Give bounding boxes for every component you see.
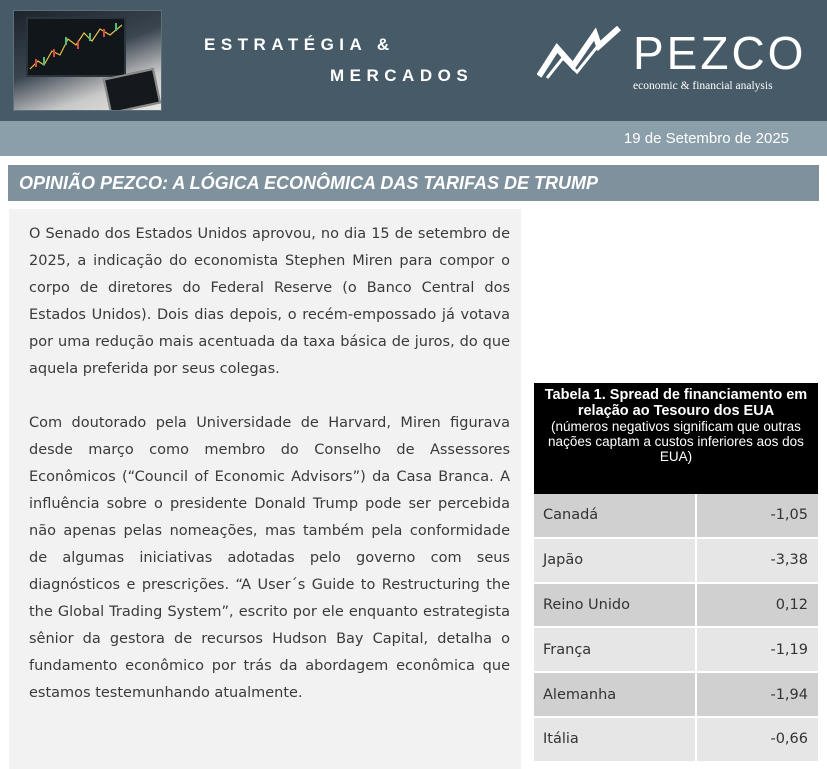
table-row bbox=[534, 718, 818, 763]
country-cell: França bbox=[534, 628, 697, 671]
country-cell: Canadá bbox=[534, 494, 697, 537]
table-row bbox=[534, 628, 818, 673]
table-row bbox=[534, 494, 818, 539]
brand-line-1: ESTRATÉGIA & bbox=[204, 35, 395, 54]
country-cell: Itália bbox=[534, 718, 697, 761]
country-cell: Alemanha bbox=[534, 673, 697, 716]
table-row bbox=[534, 539, 818, 584]
table-title: Tabela 1. Spread de financiamento em relação ao Tesouro dos EUA bbox=[544, 387, 808, 419]
logo-wordmark: PEZCO bbox=[633, 27, 807, 79]
table-body bbox=[534, 494, 818, 763]
header-banner bbox=[0, 0, 827, 121]
value-cell: -1,05 bbox=[770, 507, 808, 524]
section-title: OPINIÃO PEZCO: A LÓGICA ECONÔMICA DAS TARIFAS DE TRUMP bbox=[8, 165, 819, 201]
brand-line-2: MERCADOS bbox=[330, 66, 474, 85]
spread-table bbox=[534, 383, 818, 763]
table-note: (números negativos significam que outras nações captam a custos inferiores aos dos EUA) bbox=[548, 419, 804, 464]
publication-date: 19 de Setembro de 2025 bbox=[623, 130, 789, 147]
table-header bbox=[534, 383, 818, 494]
value-cell: -1,19 bbox=[770, 641, 808, 658]
table-row bbox=[534, 673, 818, 718]
value-cell: 0,12 bbox=[775, 596, 808, 613]
value-cell: -0,66 bbox=[770, 731, 808, 748]
article-paragraph: Com doutorado pela Universidade de Harvard, Miren figurava desde março como membro do Conselho de Assessores Econômicos (“Council of Economic Advisors”) da Casa Branca. A influência sobre o presidente Donald Trump pode ser percebida não apenas pelas nomeações, mas também pela conformidade de algumas iniciativas adotadas pelo governo com seus diagnósticos e prescrições. “A User´s Guide to Restructuring the the Global Trading System”, escrito por ele enquanto estrategista sênior da gestora de recursos Hudson Bay Capital, detalha o fundamento econômico por trás da abordagem econômica que estamos testemunhando atualmente. bbox=[29, 415, 510, 701]
logo-tagline: economic & financial analysis bbox=[633, 80, 773, 92]
article-body bbox=[9, 209, 521, 769]
country-cell: Reino Unido bbox=[534, 584, 697, 627]
header-photo bbox=[13, 10, 162, 111]
pezco-logo-icon bbox=[537, 26, 623, 80]
value-cell: -3,38 bbox=[770, 552, 808, 569]
value-cell: -1,94 bbox=[770, 686, 808, 703]
table-row bbox=[534, 584, 818, 629]
country-cell: Japão bbox=[534, 539, 697, 582]
article-paragraph: O Senado dos Estados Unidos aprovou, no dia 15 de setembro de 2025, a indicação do economista Stephen Miren para compor o corpo de diretores do Federal Reserve (o Banco Central dos Estados Unidos). Dois dias depois, o recém-empossado já votava por uma redução mais acentuada da taxa básica de juros, do que aquela preferida por seus colegas. bbox=[29, 226, 510, 377]
